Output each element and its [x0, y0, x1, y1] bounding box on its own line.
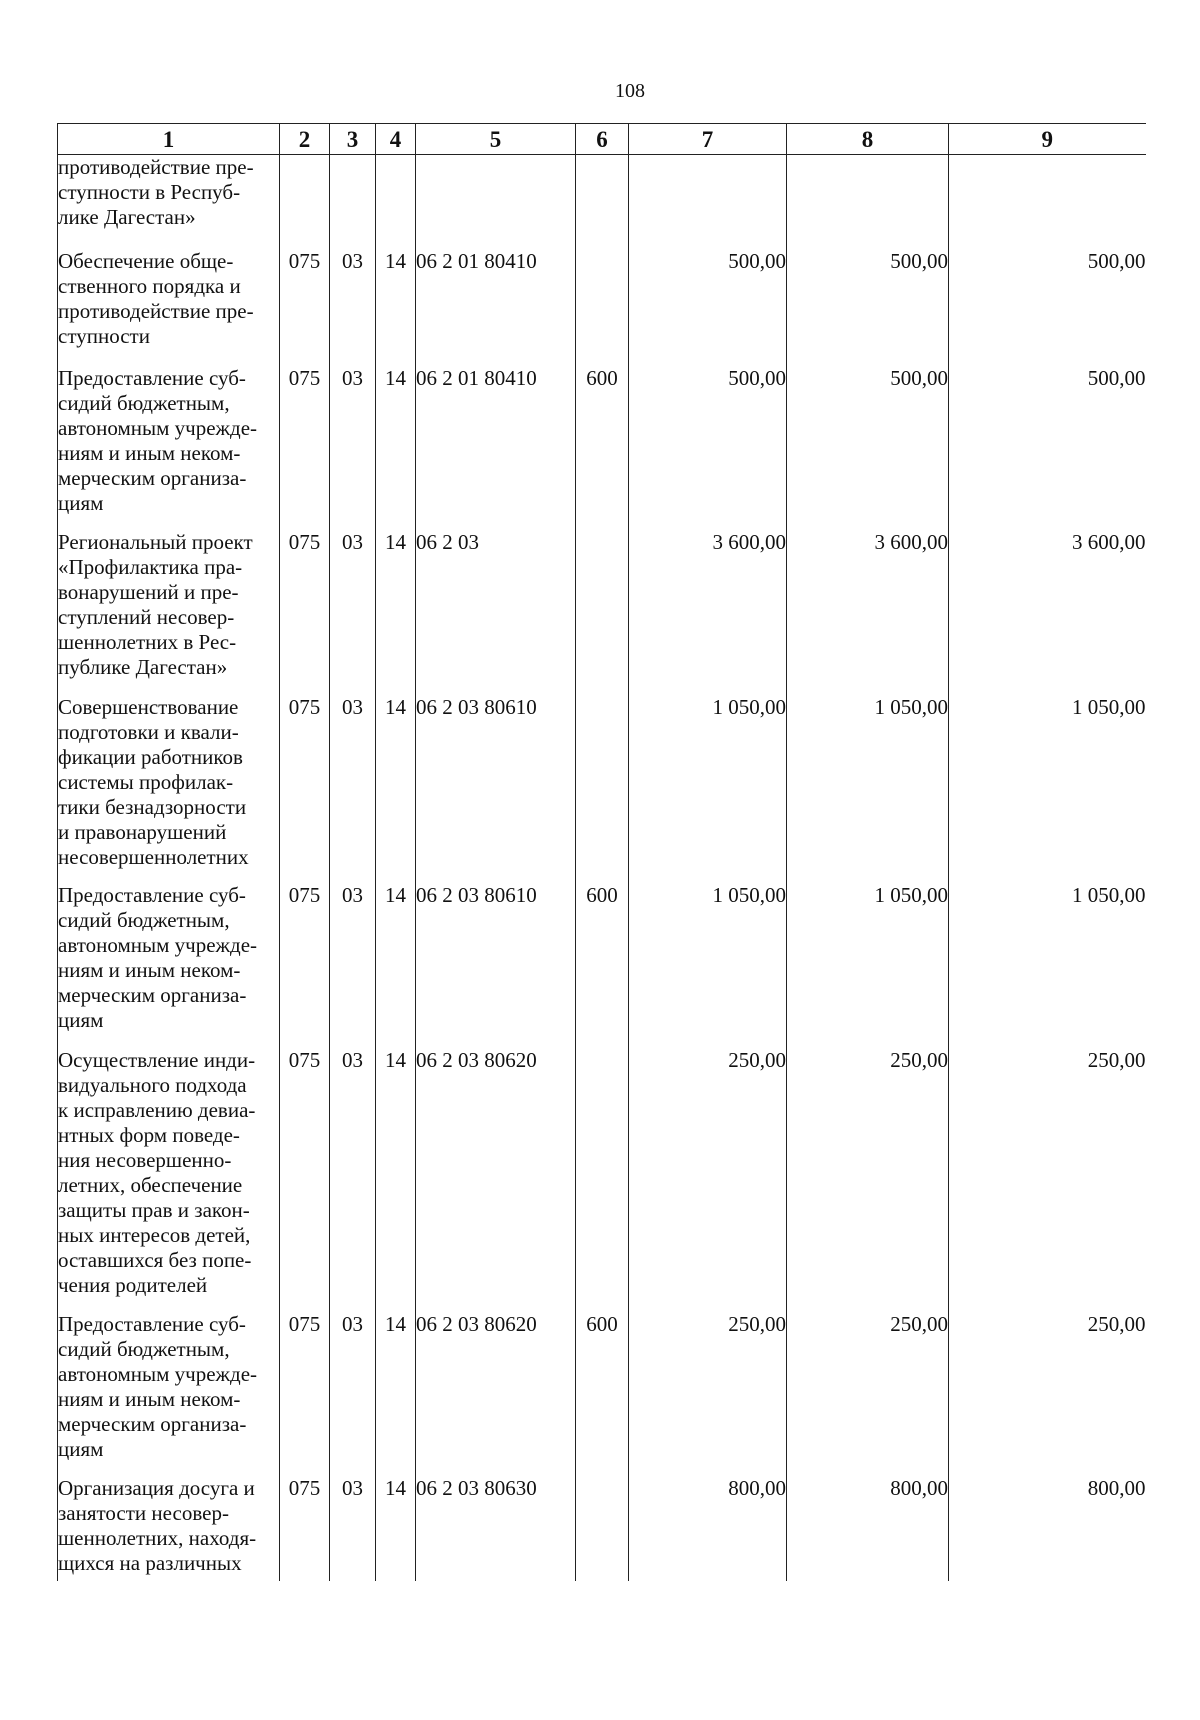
amount-col8-cell: 1 050,00 [787, 883, 949, 1048]
expense-type-cell [576, 530, 629, 695]
row-name-cell: Предоставление суб- сидий бюджетным, автономным учрежде- ниям и иным неком- мерческим организа- циям [58, 1312, 280, 1476]
amount-col8-cell: 250,00 [787, 1048, 949, 1312]
amount-col9-cell: 500,00 [949, 366, 1146, 530]
expense-type-cell [576, 1476, 629, 1581]
amount-col7-cell: 1 050,00 [629, 883, 787, 1048]
subsection-cell: 14 [376, 883, 416, 1048]
amount-col7-cell: 800,00 [629, 1476, 787, 1581]
section-cell: 03 [330, 1048, 376, 1312]
amount-col9-cell: 1 050,00 [949, 695, 1146, 883]
expense-type-cell: 600 [576, 1312, 629, 1476]
column-header: 5 [416, 124, 576, 155]
row-name-cell: Организация досуга и занятости несовер- шеннолетних, находя- щихся на различных [58, 1476, 280, 1581]
table-row [58, 883, 1146, 1048]
amount-col9-cell [949, 155, 1146, 249]
target-article-cell: 06 2 01 80410 [416, 249, 576, 366]
column-header: 2 [280, 124, 330, 155]
target-article-cell: 06 2 03 80630 [416, 1476, 576, 1581]
section-cell: 03 [330, 1476, 376, 1581]
subsection-cell: 14 [376, 695, 416, 883]
section-cell: 03 [330, 249, 376, 366]
grbs-cell: 075 [280, 1312, 330, 1476]
subsection-cell [376, 155, 416, 249]
section-cell: 03 [330, 883, 376, 1048]
amount-col8-cell: 500,00 [787, 366, 949, 530]
section-cell: 03 [330, 366, 376, 530]
subsection-cell: 14 [376, 1312, 416, 1476]
grbs-cell: 075 [280, 1476, 330, 1581]
table-row [58, 1312, 1146, 1476]
grbs-cell: 075 [280, 1048, 330, 1312]
amount-col9-cell: 1 050,00 [949, 883, 1146, 1048]
column-header: 9 [949, 124, 1146, 155]
table-row [58, 366, 1146, 530]
grbs-cell: 075 [280, 883, 330, 1048]
amount-col9-cell: 3 600,00 [949, 530, 1146, 695]
column-header: 4 [376, 124, 416, 155]
subsection-cell: 14 [376, 249, 416, 366]
table-row [58, 1476, 1146, 1581]
column-header: 6 [576, 124, 629, 155]
expense-type-cell: 600 [576, 883, 629, 1048]
budget-table [57, 123, 1146, 1581]
table-row [58, 530, 1146, 695]
table-row [58, 249, 1146, 366]
target-article-cell: 06 2 03 80610 [416, 695, 576, 883]
amount-col7-cell: 250,00 [629, 1048, 787, 1312]
amount-col7-cell: 3 600,00 [629, 530, 787, 695]
amount-col8-cell: 800,00 [787, 1476, 949, 1581]
column-header: 7 [629, 124, 787, 155]
table-row [58, 695, 1146, 883]
amount-col7-cell: 500,00 [629, 366, 787, 530]
target-article-cell: 06 2 03 [416, 530, 576, 695]
row-name-cell: Предоставление суб- сидий бюджетным, автономным учрежде- ниям и иным неком- мерческим организа- циям [58, 366, 280, 530]
grbs-cell: 075 [280, 249, 330, 366]
section-cell [330, 155, 376, 249]
amount-col7-cell: 500,00 [629, 249, 787, 366]
amount-col9-cell: 250,00 [949, 1048, 1146, 1312]
row-name-cell: Обеспечение обще- ственного порядка и противодействие пре- ступности [58, 249, 280, 366]
expense-type-cell [576, 1048, 629, 1312]
amount-col9-cell: 800,00 [949, 1476, 1146, 1581]
amount-col8-cell: 3 600,00 [787, 530, 949, 695]
subsection-cell: 14 [376, 1476, 416, 1581]
amount-col7-cell: 1 050,00 [629, 695, 787, 883]
expense-type-cell [576, 155, 629, 249]
amount-col8-cell: 250,00 [787, 1312, 949, 1476]
grbs-cell: 075 [280, 530, 330, 695]
grbs-cell: 075 [280, 695, 330, 883]
amount-col8-cell [787, 155, 949, 249]
subsection-cell: 14 [376, 530, 416, 695]
table-header-row [58, 124, 1146, 155]
section-cell: 03 [330, 1312, 376, 1476]
expense-type-cell: 600 [576, 366, 629, 530]
row-name-cell: Совершенствование подготовки и квали- фикации работников системы профилак- тики безнадзорности и правонарушений несовершеннолетних [58, 695, 280, 883]
table-row [58, 155, 1146, 249]
table-row [58, 1048, 1146, 1312]
amount-col7-cell [629, 155, 787, 249]
column-header: 1 [58, 124, 280, 155]
subsection-cell: 14 [376, 366, 416, 530]
target-article-cell: 06 2 03 80620 [416, 1048, 576, 1312]
column-header: 8 [787, 124, 949, 155]
section-cell: 03 [330, 530, 376, 695]
column-header: 3 [330, 124, 376, 155]
row-name-cell: Осуществление инди- видуального подхода к исправлению девиа- нтных форм поведе- ния несовершенно- летних, обеспечение защиты прав и закон- ных интересов детей, оставшихся без попе- чения родителей [58, 1048, 280, 1312]
target-article-cell: 06 2 03 80610 [416, 883, 576, 1048]
page-number: 108 [615, 80, 645, 102]
row-name-cell: противодействие пре- ступности в Респуб- лике Дагестан» [58, 155, 280, 249]
amount-col9-cell: 250,00 [949, 1312, 1146, 1476]
expense-type-cell [576, 249, 629, 366]
target-article-cell: 06 2 01 80410 [416, 366, 576, 530]
row-name-cell: Региональный проект «Профилактика пра- вонарушений и пре- ступлений несовер- шеннолетних в Рес- публике Дагестан» [58, 530, 280, 695]
amount-col9-cell: 500,00 [949, 249, 1146, 366]
target-article-cell: 06 2 03 80620 [416, 1312, 576, 1476]
expense-type-cell [576, 695, 629, 883]
row-name-cell: Предоставление суб- сидий бюджетным, автономным учрежде- ниям и иным неком- мерческим организа- циям [58, 883, 280, 1048]
grbs-cell [280, 155, 330, 249]
target-article-cell [416, 155, 576, 249]
subsection-cell: 14 [376, 1048, 416, 1312]
section-cell: 03 [330, 695, 376, 883]
amount-col8-cell: 1 050,00 [787, 695, 949, 883]
amount-col7-cell: 250,00 [629, 1312, 787, 1476]
amount-col8-cell: 500,00 [787, 249, 949, 366]
grbs-cell: 075 [280, 366, 330, 530]
